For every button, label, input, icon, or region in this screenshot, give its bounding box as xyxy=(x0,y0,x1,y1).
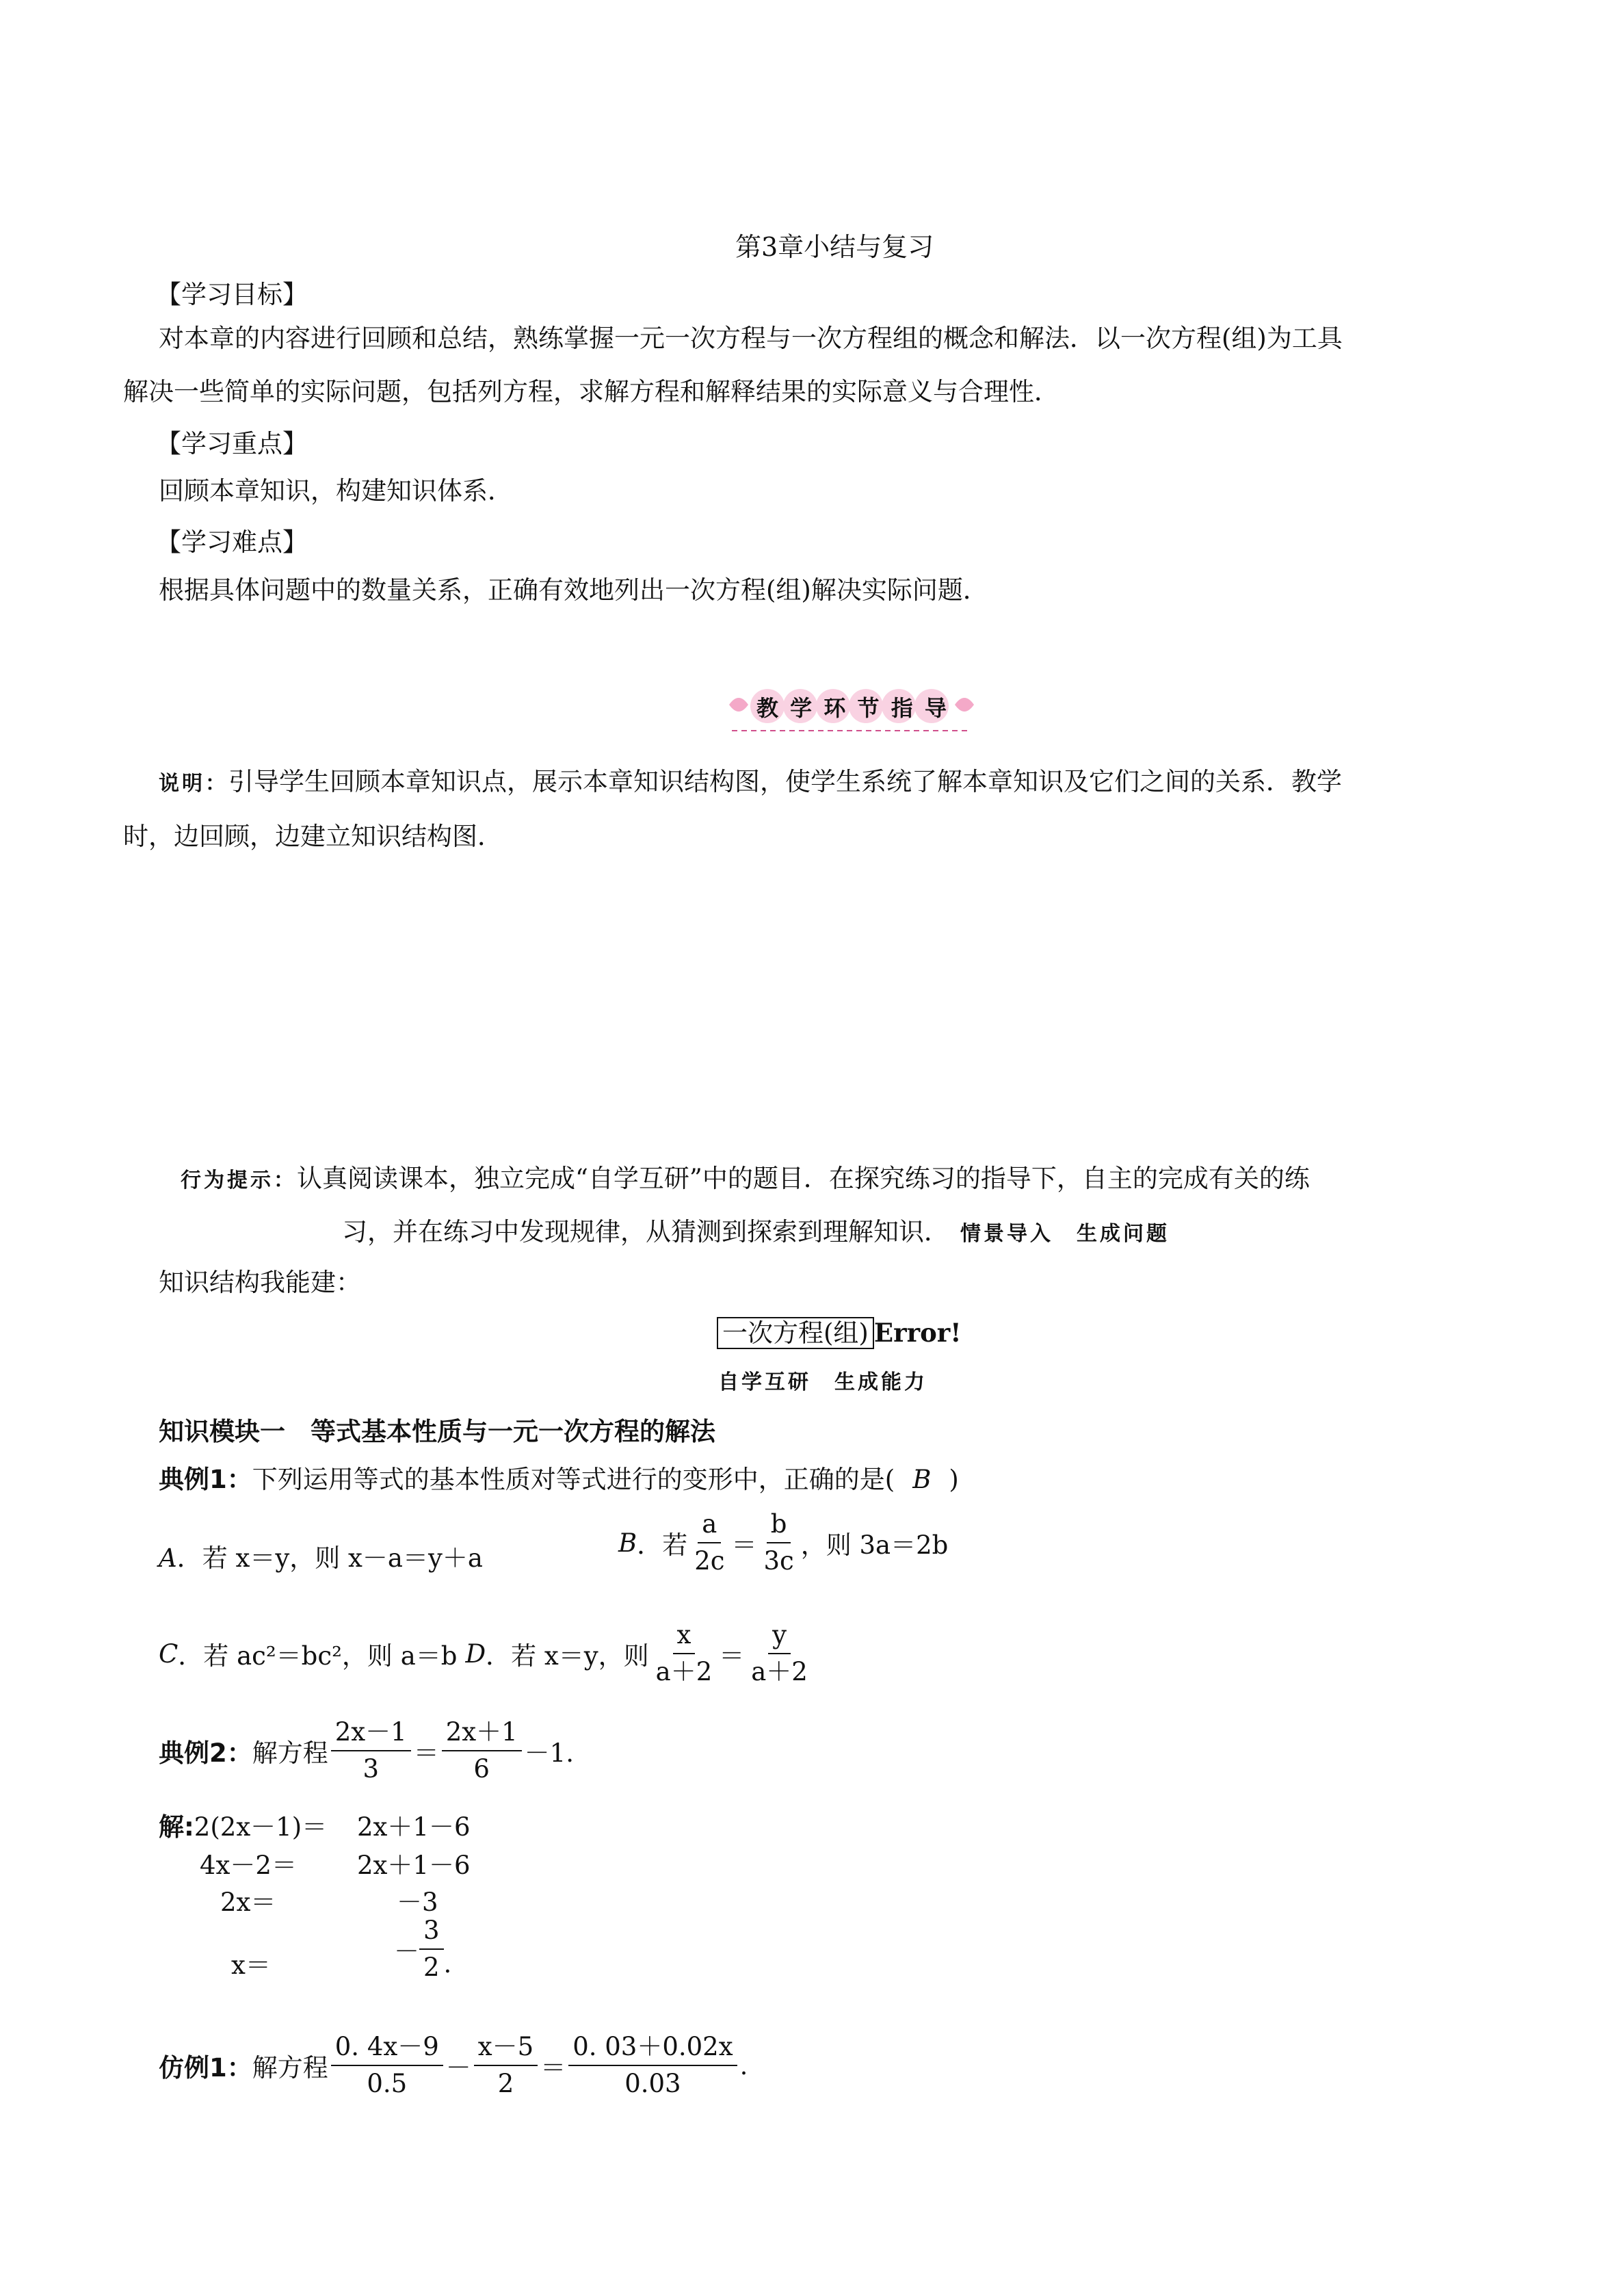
example1-label: 典例1： xyxy=(159,1465,252,1494)
tip-line2 xyxy=(342,1210,1170,1257)
tip-text-1: 认真阅读课本，独立完成“自学互研”中的题目．在探究练习的指导下，自主的完成有关的练 xyxy=(297,1164,1310,1193)
banner-char: 指 xyxy=(891,695,913,721)
teaching-guide-banner xyxy=(725,684,978,739)
example2-question: 典例2： 解方程 $\frac{2x-1}{3}$ ＝ $\frac{2x+1}{6}$ －1. xyxy=(159,1717,574,1784)
fraction: $\frac{0. 03+0.02x}{0.03}$ xyxy=(568,2032,737,2099)
error-text: Error! xyxy=(873,1318,962,1348)
banner-char: 学 xyxy=(790,695,813,721)
note-text-1: 引导学生回顾本章知识点，展示本章知识结构图，使学生系统了解本章知识及它们之间的关系．教学 xyxy=(228,767,1342,796)
structure-box-line xyxy=(717,1312,961,1349)
solution-line1-left: 2(2x－1)＝ xyxy=(194,1812,328,1842)
option-b: B ．若 $\frac{a}{2c}$ ＝ $\frac{b}{3c}$ ，则 3a＝2b xyxy=(618,1509,949,1576)
structure-label: 知识结构我能建： xyxy=(159,1268,361,1297)
banner-char: 节 xyxy=(857,695,880,721)
structure-box: 一次方程(组) xyxy=(717,1317,874,1349)
page-title: 第3章小结与复习 xyxy=(735,232,934,262)
example2-label: 典例2： xyxy=(159,1738,252,1768)
fraction: $\frac{b}{3c}$ xyxy=(763,1509,794,1576)
solution-lead: 解:2(2x－1)＝ xyxy=(159,1812,328,1842)
imitate1-label: 仿例1： xyxy=(159,2053,252,2083)
objective-heading: 【学习目标】 xyxy=(156,280,308,309)
option-b-post: ，则 3a＝2b xyxy=(800,1530,949,1560)
option-a-text: ．若 x＝y，则 x－a＝y＋a xyxy=(176,1543,483,1573)
option-c-text: ．若 ac²＝bc²，则 a＝b xyxy=(178,1641,458,1671)
example1-text: 下列运用等式的基本性质对等式进行的变形中，正确的是( xyxy=(252,1465,895,1494)
option-cd: C ．若 ac²＝bc²，则 a＝b D ．若 x＝y，则 $\frac{x}{a+2}$ ＝ $\frac{y}{a+2}$ xyxy=(159,1620,815,1687)
fraction: $\frac{0. 4x-9}{0.5}$ xyxy=(331,2032,443,2099)
solution-line3-left: 2x＝ xyxy=(220,1888,276,1917)
objective-text-line1: 对本章的内容进行回顾和总结，熟练掌握一元一次方程与一次方程组的概念和解法．以一次方程(组)为工具 xyxy=(159,324,1343,353)
example1-close: ) xyxy=(949,1465,959,1494)
solution-line2-right: 2x＋1－6 xyxy=(357,1851,471,1880)
banner-char: 教 xyxy=(756,695,778,721)
option-d-pre: ．若 x＝y，则 xyxy=(486,1641,649,1671)
solution-line4-left: x＝ xyxy=(231,1951,271,1980)
note-line2: 时，边回顾，边建立知识结构图． xyxy=(123,822,503,851)
solution-line2-left: 4x－2＝ xyxy=(200,1851,297,1880)
banner-char: 环 xyxy=(823,695,846,721)
note-label: 说明： xyxy=(159,772,228,796)
option-c-letter: C xyxy=(159,1639,179,1669)
objective-text-line2: 解决一些简单的实际问题，包括列方程，求解方程和解释结果的实际意义与合理性． xyxy=(123,377,1059,406)
solution-line1-right: 2x＋1－6 xyxy=(357,1812,471,1842)
fraction: $\frac{a}{2c}$ xyxy=(694,1509,725,1576)
fraction: $\frac{2x-1}{3}$ xyxy=(331,1717,411,1784)
solution-line3-right: －3 xyxy=(397,1888,438,1917)
option-a xyxy=(159,1537,483,1574)
option-d-letter: D xyxy=(465,1639,486,1669)
tip-text-2: 习，并在练习中发现规律，从猜测到探索到理解知识． xyxy=(342,1217,949,1247)
banner-char: 导 xyxy=(924,695,947,721)
tip-label: 行为提示： xyxy=(181,1169,297,1192)
solution-line4-right: － $\frac{3}{2}$ . xyxy=(394,1916,452,1982)
fraction: $\frac{2x+1}{6}$ xyxy=(442,1717,522,1784)
module1-title: 知识模块一 等式基本性质与一元一次方程的解法 xyxy=(159,1417,715,1446)
difficulty-heading: 【学习难点】 xyxy=(156,527,308,557)
note-line1 xyxy=(159,759,1342,807)
difficulty-text: 根据具体问题中的数量关系，正确有效地列出一次方程(组)解决实际问题． xyxy=(159,575,988,605)
fraction: $\frac{3}{2}$ xyxy=(419,1916,444,1983)
focus-text: 回顾本章知识，构建知识体系． xyxy=(159,476,513,506)
imitate1-question: 仿例1： 解方程 $\frac{0. 4x-9}{0.5}$ － $\frac{x-5}{2}$ ＝ $\frac{0. 03+0.02x}{0.03}$ . xyxy=(159,2032,748,2098)
option-a-letter: A xyxy=(159,1543,177,1573)
fraction: $\frac{x}{a+2}$ xyxy=(655,1620,713,1686)
fraction: $\frac{y}{a+2}$ xyxy=(751,1620,808,1686)
example1-answer: B xyxy=(912,1465,932,1494)
focus-heading: 【学习重点】 xyxy=(156,429,308,458)
scene-intro-tag: 情景导入 生成问题 xyxy=(960,1222,1170,1246)
tip-line1 xyxy=(181,1156,1310,1203)
self-study-subhead: 自学互研 生成能力 xyxy=(718,1370,927,1394)
example1-question xyxy=(159,1459,959,1496)
option-b-pre: ．若 xyxy=(637,1530,688,1560)
option-b-letter: B xyxy=(618,1528,637,1558)
fraction: $\frac{x-5}{2}$ xyxy=(474,2032,538,2099)
